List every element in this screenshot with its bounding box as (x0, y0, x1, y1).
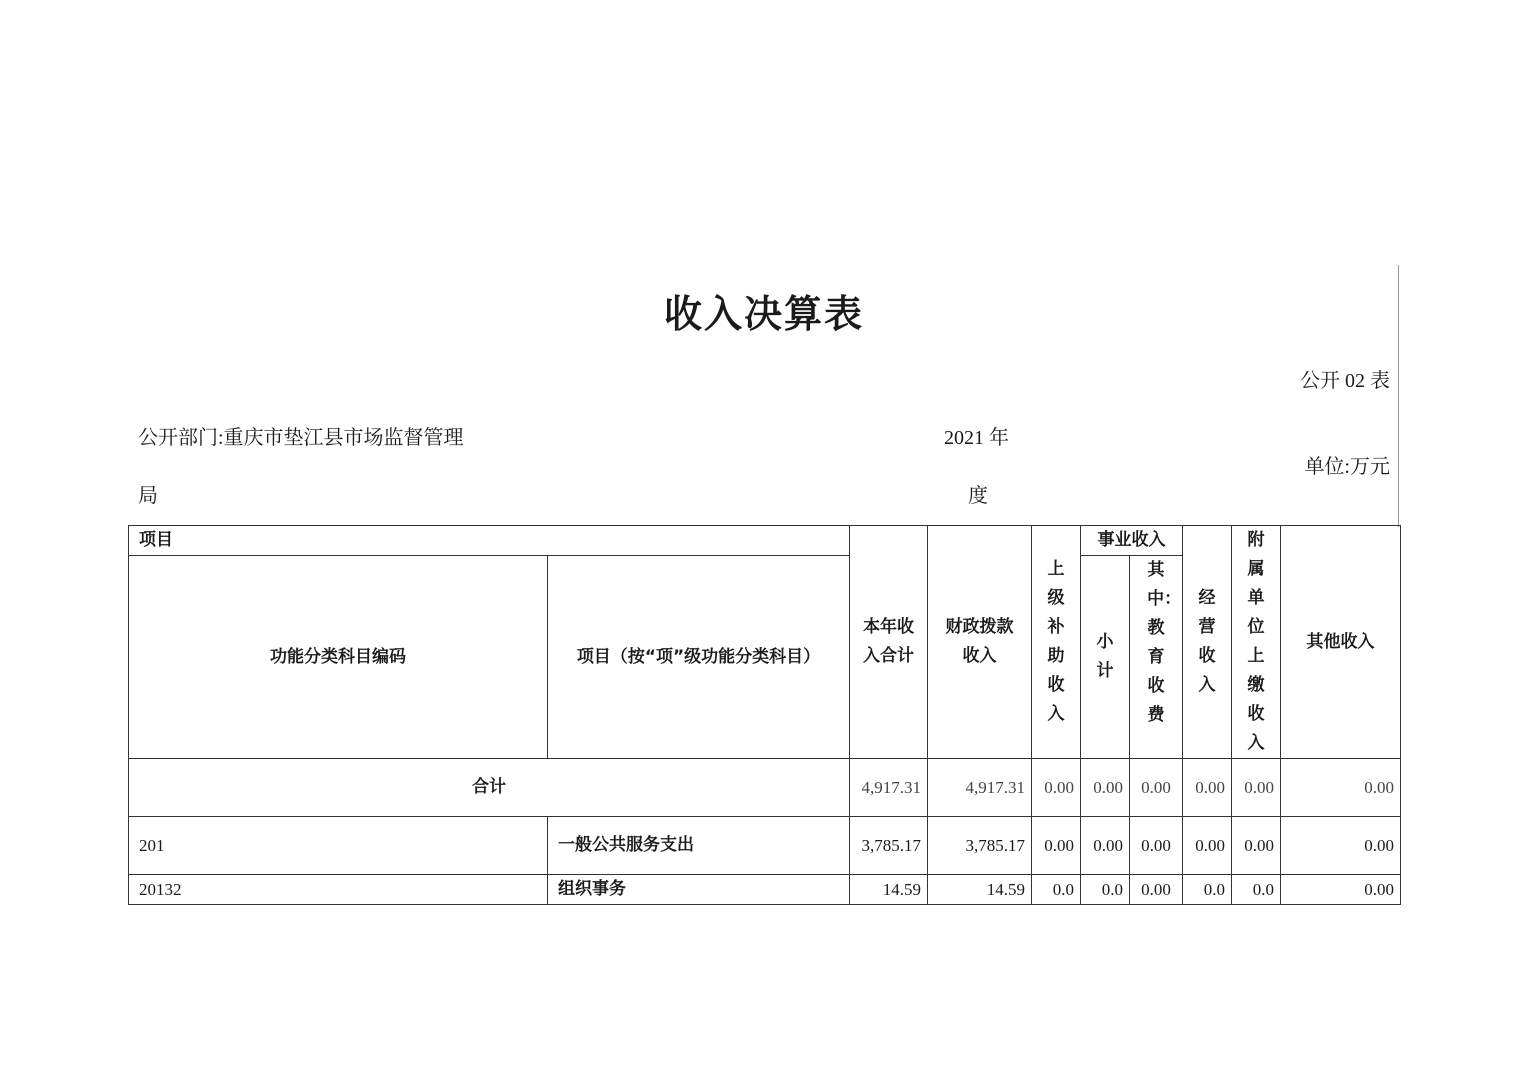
header-affiliated: 附属单位上缴收入 (1232, 526, 1281, 759)
page-edge-line (1398, 265, 1399, 527)
row-fiscal: 14.59 (928, 875, 1032, 905)
row-operating: 0.0 (1183, 875, 1232, 905)
header-subtotal: 小计 (1081, 556, 1130, 759)
total-label: 合计 (129, 759, 850, 817)
total-row (129, 759, 1401, 817)
header-operating: 经营收入 (1183, 526, 1232, 759)
row-subtotal: 0.0 (1081, 875, 1130, 905)
year-line-1: 2021 年 (944, 427, 1009, 449)
header-other: 其他收入 (1281, 526, 1401, 759)
row-total-income: 3,785.17 (850, 817, 928, 875)
row-subtotal: 0.00 (1081, 817, 1130, 875)
total-operating-cell: 0.00 (1183, 759, 1232, 817)
total-superior-cell: 0.00 (1032, 759, 1081, 817)
total-affiliated-cell: 0.00 (1232, 759, 1281, 817)
row-education: 0.00 (1130, 817, 1183, 875)
department-line-2: 局 (138, 485, 158, 507)
row-affiliated: 0.0 (1232, 875, 1281, 905)
row-code: 201 (129, 817, 548, 875)
header-code: 功能分类科目编码 (129, 556, 548, 759)
year-line-2: 度 (968, 485, 988, 507)
row-superior: 0.00 (1032, 817, 1081, 875)
row-fiscal: 3,785.17 (928, 817, 1032, 875)
row-name: 一般公共服务支出 (548, 817, 850, 875)
row-other: 0.00 (1281, 875, 1401, 905)
row-superior: 0.0 (1032, 875, 1081, 905)
table-row (129, 817, 1401, 875)
total-subtotal-cell: 0.00 (1081, 759, 1130, 817)
total-fiscal-cell: 4,917.31 (928, 759, 1032, 817)
header-project: 项目 (129, 526, 850, 556)
unit-label: 单位:万元 (1304, 456, 1390, 478)
department-line-1: 公开部门:重庆市垫江县市场监督管理 (138, 427, 464, 449)
header-item-name: 项目（按“项”级功能分类科目） (548, 556, 850, 759)
row-name: 组织事务 (548, 875, 850, 905)
header-row-1 (129, 526, 1401, 556)
page-title: 收入决算表 (663, 292, 864, 336)
row-other: 0.00 (1281, 817, 1401, 875)
table-row (129, 875, 1401, 905)
total-education-cell: 0.00 (1130, 759, 1183, 817)
total-other-cell: 0.00 (1281, 759, 1401, 817)
header-fiscal: 财政拨款收入 (928, 526, 1032, 759)
row-affiliated: 0.00 (1232, 817, 1281, 875)
form-number: 公开 02 表 (1300, 370, 1390, 392)
header-total-income: 本年收入合计 (850, 526, 928, 759)
header-superior-subsidy: 上级补助收入 (1032, 526, 1081, 759)
row-total-income: 14.59 (850, 875, 928, 905)
header-business-income: 事业收入 (1081, 526, 1183, 556)
total-income-cell: 4,917.31 (850, 759, 928, 817)
header-education-fee: 其中：教育收费 (1130, 556, 1183, 759)
row-operating: 0.00 (1183, 817, 1232, 875)
income-table (128, 525, 1401, 905)
row-code: 20132 (129, 875, 548, 905)
row-education: 0.00 (1130, 875, 1183, 905)
